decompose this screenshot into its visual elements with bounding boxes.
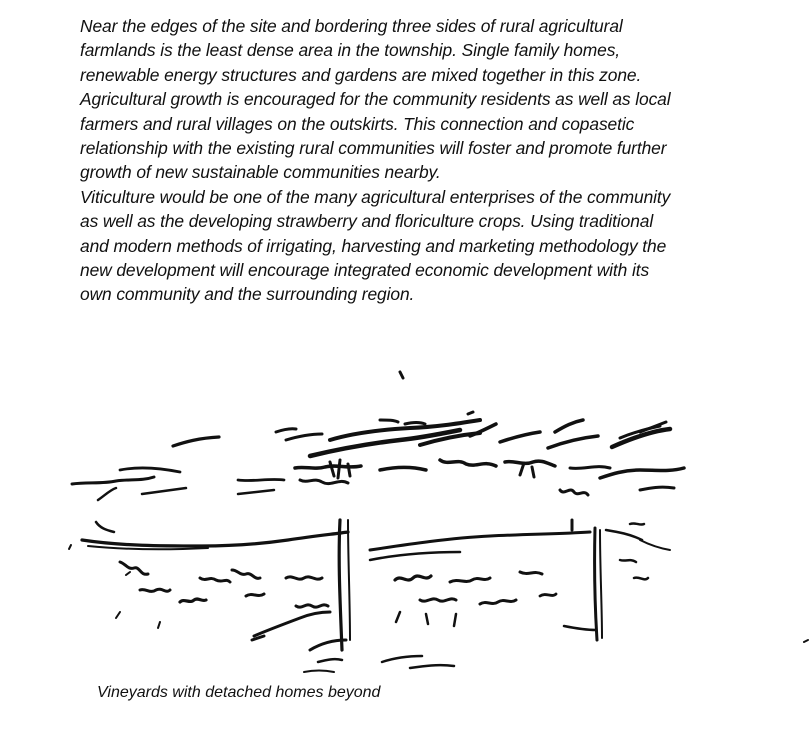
text-line: relationship with the existing rural communities will foster and promote further xyxy=(80,138,667,159)
text-line: as well as the developing strawberry and floriculture crops. Using traditional xyxy=(80,211,654,232)
body-text xyxy=(80,14,790,307)
text-line: Near the edges of the site and bordering three sides of rural agricultural xyxy=(80,16,623,36)
text-line: renewable energy structures and gardens are mixed together in this zone. xyxy=(80,64,642,85)
text-line: own community and the surrounding region. xyxy=(80,284,415,305)
text-line: Viticulture would be one of the many agricultural enterprises of the community xyxy=(80,186,671,207)
text-line: farmlands is the least dense area in the township. Single family homes, xyxy=(80,40,621,61)
figure-caption: Vineyards with detached homes beyond xyxy=(97,684,381,701)
text-line: farmers and rural villages on the outskirts. This connection and copasetic xyxy=(80,113,635,134)
text-line: and modern methods of irrigating, harvesting and marketing methodology the xyxy=(80,235,667,256)
text-line: new development will encourage integrated economic development with its xyxy=(80,260,650,281)
vineyard-sketch-icon xyxy=(0,340,812,680)
text-line: growth of new sustainable communities nearby. xyxy=(80,162,441,183)
text-line: Agricultural growth is encouraged for the community residents as well as local xyxy=(80,89,671,110)
